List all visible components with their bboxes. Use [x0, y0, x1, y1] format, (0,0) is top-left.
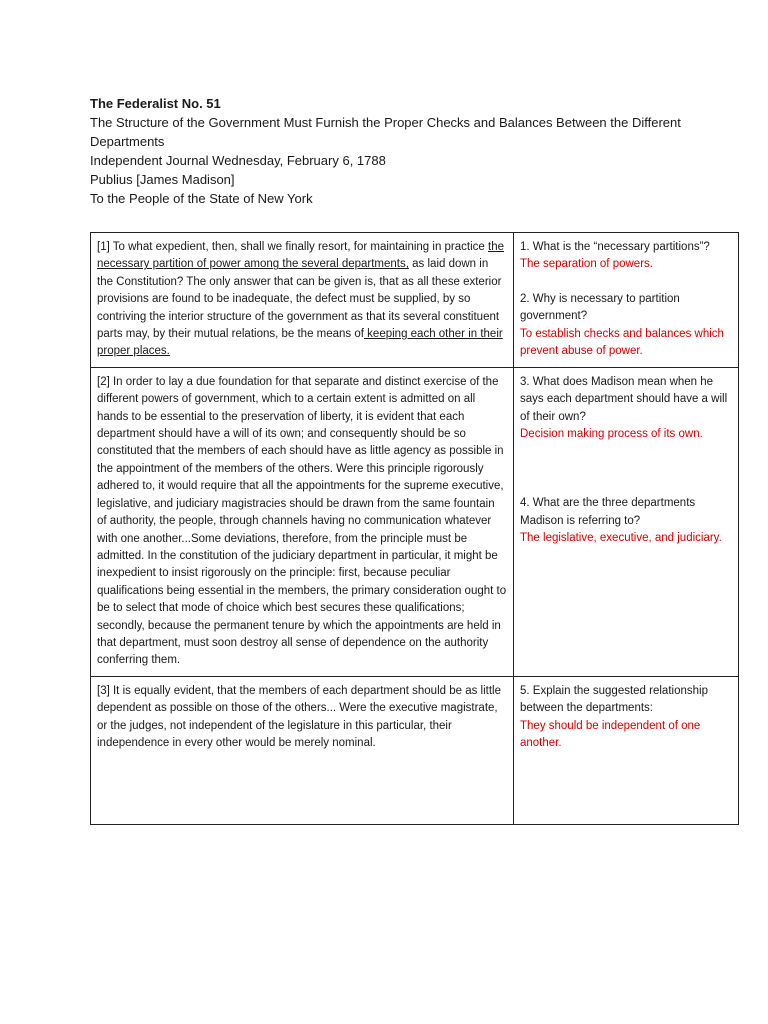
addressee-line: To the People of the State of New York [90, 191, 313, 206]
underlined-phrase: the necessary partition of power among the several departments, [97, 241, 504, 271]
question-5: 5. Explain the suggested relationship between the departments: [520, 684, 708, 715]
answer-5: They should be independent of one another. [520, 719, 701, 749]
question-cell-2 [514, 367, 739, 676]
answer-4: The legislative, executive, and judiciary. [520, 532, 722, 545]
question-cell-1 [514, 233, 739, 368]
question-cell-3 [514, 676, 739, 824]
document-title: The Federalist No. 51 [90, 96, 221, 111]
question-2: 2. Why is necessary to partition government? [520, 292, 680, 323]
passage-text: [1] To what expedient, then, shall we finally resort, for maintaining in practice [97, 241, 488, 253]
answer-3: Decision making process of its own. [520, 428, 703, 441]
answer-2: To establish checks and balances which prevent abuse of power. [520, 327, 724, 358]
passage-cell-1 [91, 233, 514, 368]
question-1: 1. What is the “necessary partitions”? [520, 241, 710, 253]
worksheet-table [90, 232, 739, 825]
document-header [90, 94, 730, 208]
underlined-phrase: keeping each other in their proper places. [97, 328, 503, 358]
table-row [91, 233, 739, 368]
document-subtitle: The Structure of the Government Must Furnish the Proper Checks and Balances Between the Different Departments [90, 115, 681, 149]
question-4: 4. What are the three departments Madison is referring to? [520, 497, 696, 527]
table-row [91, 367, 739, 676]
passage-text: as laid down in the Constitution? The only answer that can be given is, that as all these exterior provisions are found to be inadequate, the defect must be supplied, by so contriving the interior structure of the government as that its several constituent parts may, by their mutual relations, be the means of [97, 258, 502, 341]
answer-1: The separation of powers. [520, 258, 653, 271]
publication-line: Independent Journal Wednesday, February 6, 1788 [90, 153, 386, 168]
table-row [91, 676, 739, 824]
question-3: 3. What does Madison mean when he says each department should have a will of their own? [520, 375, 728, 423]
passage-cell-2: [2] In order to lay a due foundation for that separate and distinct exercise of the different powers of government, which to a certain extent is admitted on all hands to be essential to the preservation of liberty, it is evident that each department should have a will of its own; and consequently should be so constituted that the members of each should have as little agency as possible in the appointment of the members of the others. Were this principle rigorously adhered to, it would require that all the appointments for the supreme executive, legislative, and judiciary magistracies should be drawn from the same fountain of authority, the people, through channels having no communication whatever with one another...Some deviations, therefore, from the principle must be admitted. In the constitution of the judiciary department in particular, it might be inexpedient to insist rigorously on the principle: first, because peculiar qualifications being essential in the members, the primary consideration ought to be to select that mode of choice which best secures these qualifications; secondly, because the permanent tenure by which the appointments are held in that department, must soon destroy all sense of dependence on the authority conferring them. [91, 367, 514, 676]
passage-cell-3: [3] It is equally evident, that the members of each department should be as little dependent as possible on those of the others... Were the executive magistrate, or the judges, not independent of the legislature in this particular, their independence in every other would be merely nominal. [91, 676, 514, 824]
author-line: Publius [James Madison] [90, 172, 235, 187]
